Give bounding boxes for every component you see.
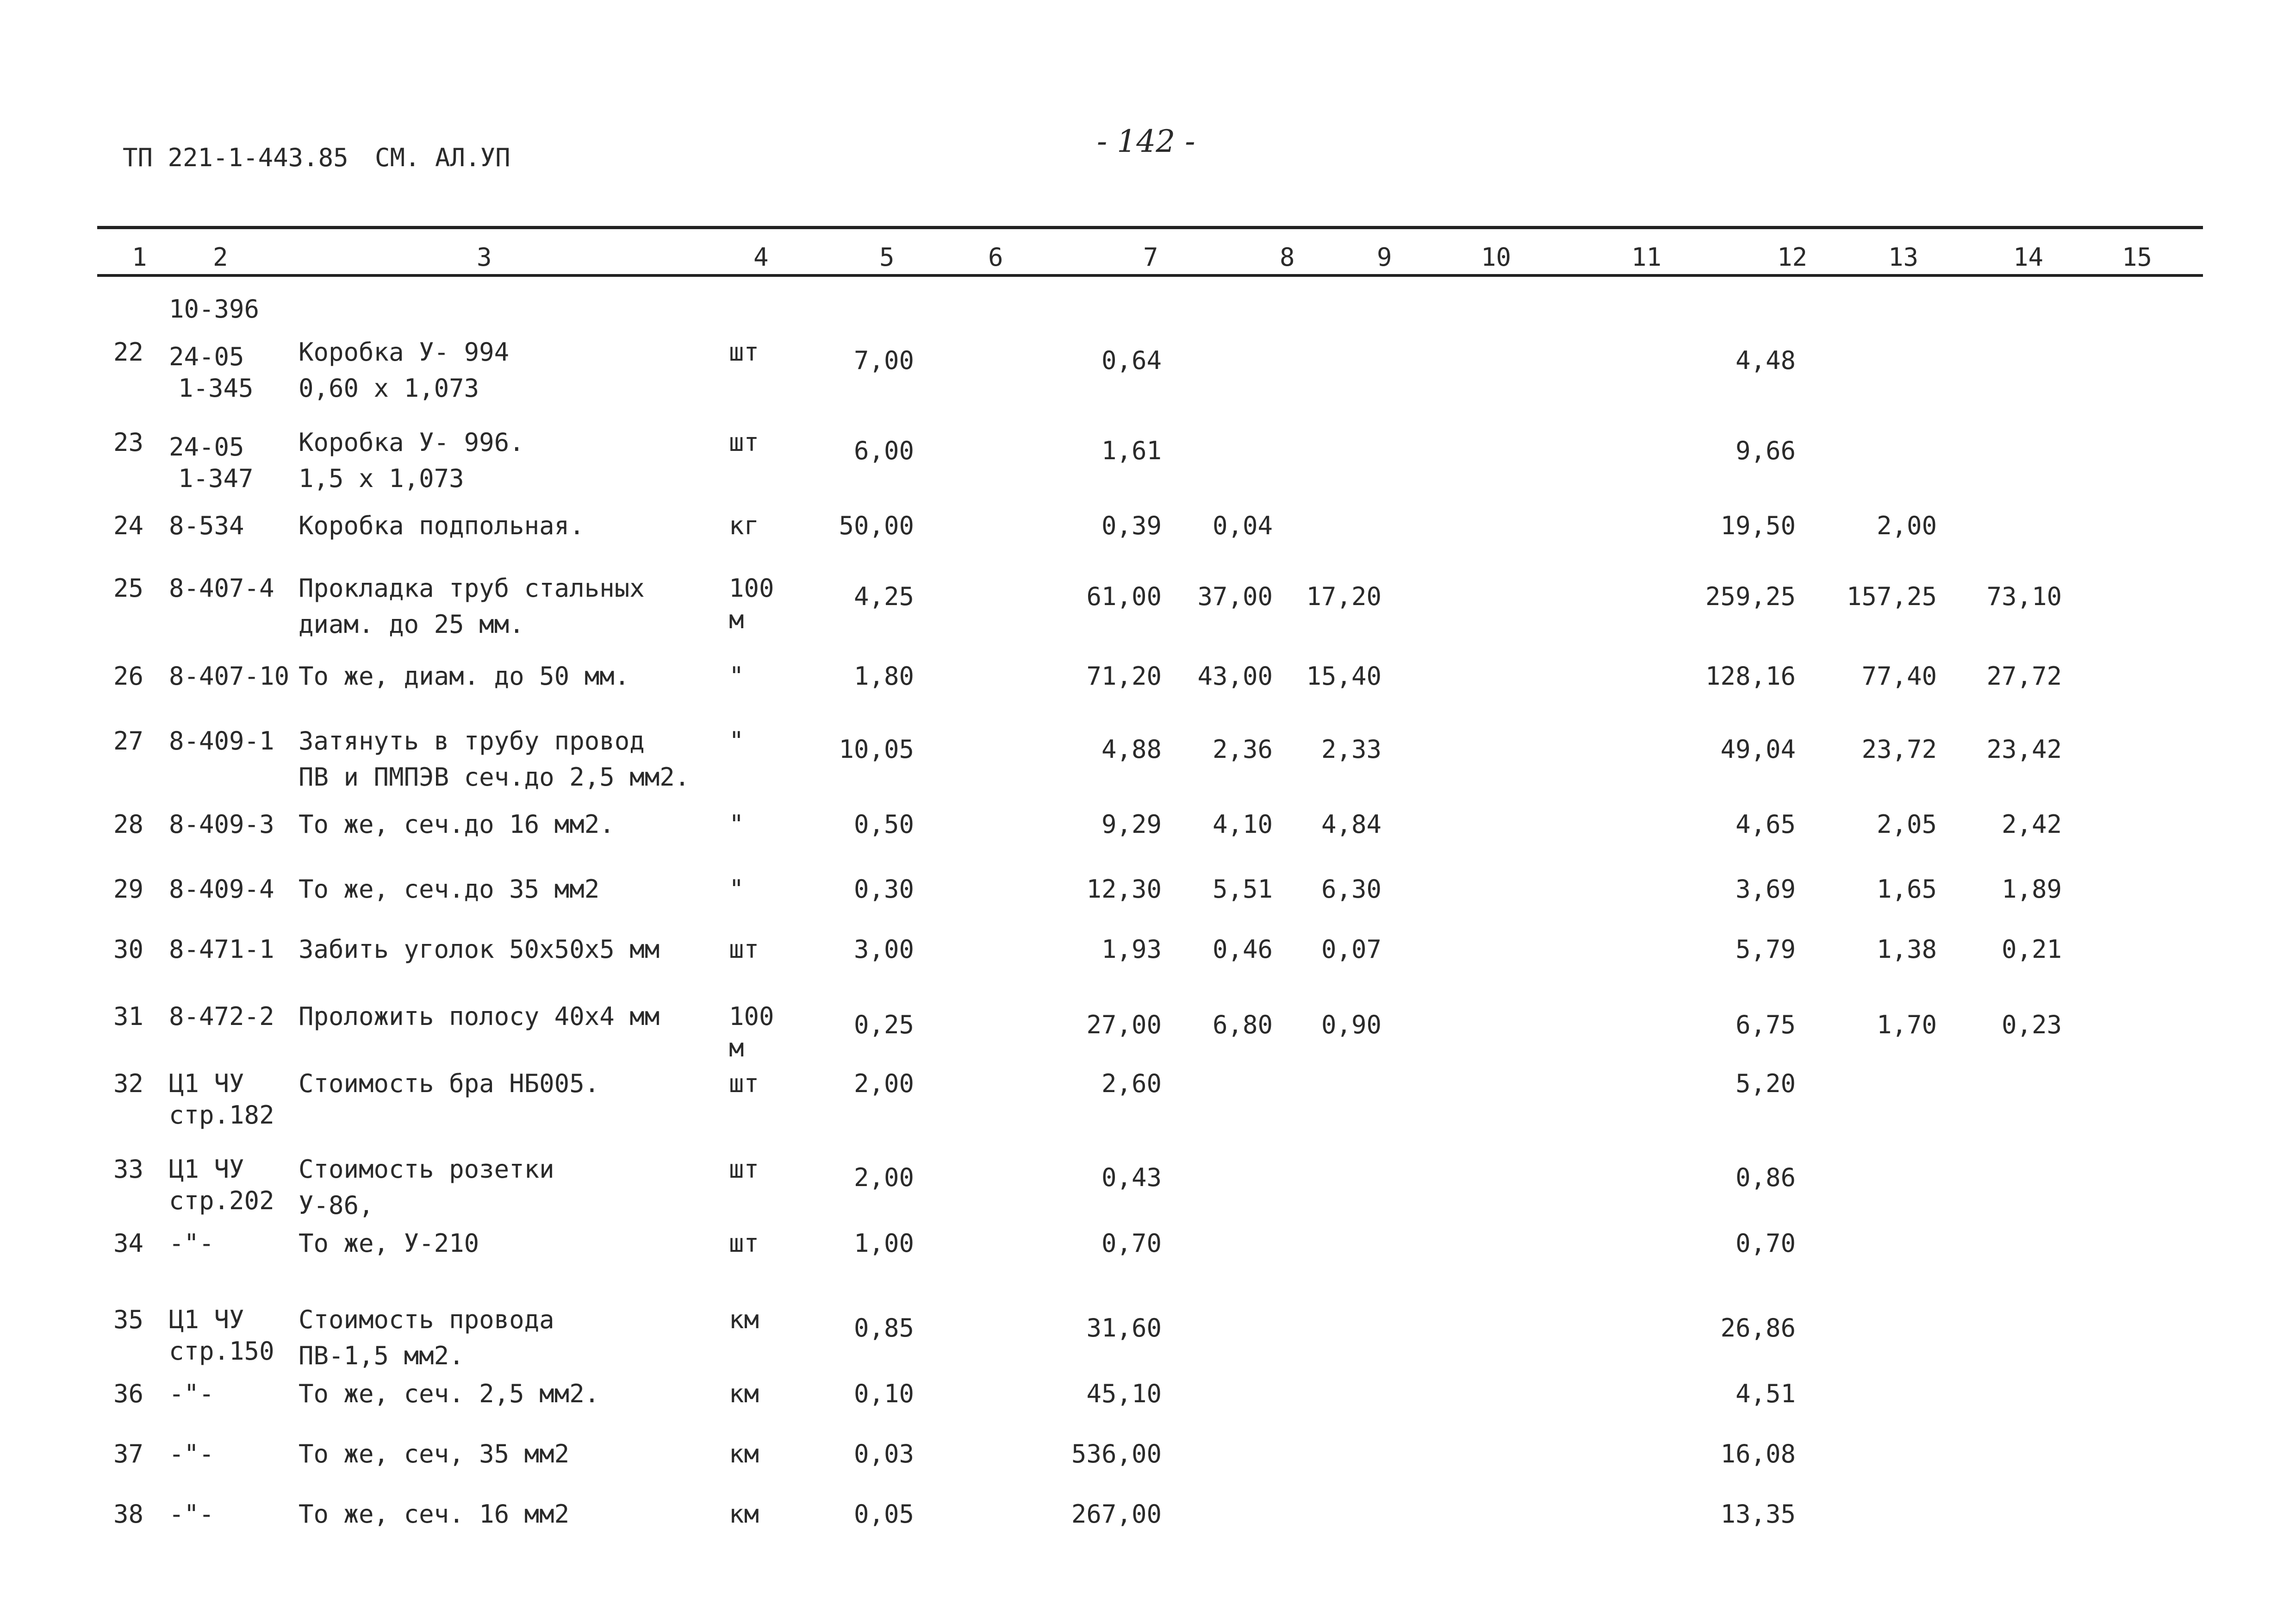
value-col-5: 0,85 (853, 1313, 914, 1343)
norm-code: стр.202 (169, 1186, 274, 1215)
work-description: То же, сеч. 16 мм2 (299, 1499, 570, 1529)
value-col-13: 2,00 (1876, 511, 1937, 540)
value-col-8: 5,51 (1212, 874, 1273, 904)
value-col-5: 0,50 (853, 810, 914, 839)
unit-of-measure: шт (729, 1229, 759, 1258)
value-col-7: 31,60 (1086, 1313, 1162, 1343)
value-col-12: 0,86 (1735, 1163, 1796, 1192)
value-col-7: 12,30 (1086, 874, 1162, 904)
value-col-14: 1,89 (2001, 874, 2062, 904)
unit-of-measure: шт (729, 1155, 759, 1184)
value-col-13: 1,65 (1876, 874, 1937, 904)
work-description: То же, сеч. 2,5 мм2. (299, 1379, 600, 1408)
work-description: ПВ-1,5 мм2. (299, 1341, 464, 1370)
value-col-8: 4,10 (1212, 810, 1273, 839)
value-col-7: 1,61 (1101, 436, 1162, 465)
value-col-12: 19,50 (1720, 511, 1796, 540)
value-col-5: 0,05 (853, 1499, 914, 1529)
work-description: Прокладка труб стальных (299, 574, 645, 603)
value-col-12: 4,51 (1735, 1379, 1796, 1408)
value-col-5: 3,00 (853, 935, 914, 964)
column-number-4: 4 (753, 243, 769, 272)
column-number-13: 13 (1888, 243, 1919, 272)
value-col-7: 1,93 (1101, 935, 1162, 964)
value-col-5: 0,30 (853, 874, 914, 904)
norm-code: 8-409-1 (169, 726, 274, 756)
value-col-13: 1,38 (1876, 935, 1937, 964)
value-col-5: 1,80 (853, 662, 914, 691)
value-col-12: 259,25 (1705, 582, 1796, 611)
value-col-9: 6,30 (1321, 874, 1381, 904)
row-number: 22 (113, 337, 144, 367)
value-col-12: 128,16 (1705, 662, 1796, 691)
work-description: 1,5 х 1,073 (299, 464, 464, 493)
value-col-12: 13,35 (1720, 1499, 1796, 1529)
value-col-14: 73,10 (1986, 582, 2062, 611)
work-description: Коробка У- 994 (299, 337, 510, 367)
unit-of-measure: шт (729, 1069, 759, 1098)
unit-of-measure: " (729, 810, 744, 839)
column-number-6: 6 (988, 243, 1003, 272)
value-col-7: 2,60 (1101, 1069, 1162, 1098)
unit-of-measure: км (729, 1499, 759, 1529)
top-code-continuation: 10-396 (169, 294, 260, 324)
row-number: 32 (113, 1069, 144, 1098)
work-description: То же, сеч, 35 мм2 (299, 1439, 570, 1468)
work-description: Затянуть в трубу провод (299, 726, 645, 756)
column-number-1: 1 (132, 243, 147, 272)
value-col-14: 2,42 (2001, 810, 2062, 839)
norm-code: 8-407-10 (169, 662, 290, 691)
value-col-14: 0,23 (2001, 1010, 2062, 1039)
value-col-7: 0,64 (1101, 346, 1162, 375)
unit-of-measure: км (729, 1305, 759, 1334)
value-col-5: 2,00 (853, 1163, 914, 1192)
value-col-5: 0,10 (853, 1379, 914, 1408)
value-col-5: 50,00 (839, 511, 914, 540)
value-col-7: 536,00 (1071, 1439, 1162, 1468)
value-col-9: 0,90 (1321, 1010, 1381, 1039)
value-col-5: 6,00 (853, 436, 914, 465)
value-col-8: 6,80 (1212, 1010, 1273, 1039)
row-number: 25 (113, 574, 144, 603)
norm-code: 8-534 (169, 511, 244, 540)
row-number: 29 (113, 874, 144, 904)
value-col-13: 23,72 (1861, 735, 1937, 764)
norm-code: -"- (169, 1499, 214, 1529)
column-number-10: 10 (1481, 243, 1512, 272)
value-col-8: 0,46 (1212, 935, 1273, 964)
value-col-5: 10,05 (839, 735, 914, 764)
value-col-12: 5,79 (1735, 935, 1796, 964)
value-col-7: 0,43 (1101, 1163, 1162, 1192)
value-col-7: 45,10 (1086, 1379, 1162, 1408)
unit-of-measure: шт (729, 935, 759, 964)
unit-of-measure: м (729, 1033, 744, 1062)
work-description: Проложить полосу 40х4 мм (299, 1002, 660, 1031)
norm-code: 8-471-1 (169, 935, 274, 964)
norm-code: 8-409-4 (169, 874, 274, 904)
unit-of-measure: шт (729, 428, 759, 457)
column-number-2: 2 (213, 243, 228, 272)
value-col-12: 26,86 (1720, 1313, 1796, 1343)
value-col-7: 27,00 (1086, 1010, 1162, 1039)
row-number: 26 (113, 662, 144, 691)
unit-of-measure: 100 (729, 1002, 774, 1031)
value-col-9: 17,20 (1306, 582, 1381, 611)
value-col-8: 0,04 (1212, 511, 1273, 540)
column-number-7: 7 (1143, 243, 1158, 272)
value-col-12: 16,08 (1720, 1439, 1796, 1468)
value-col-12: 5,20 (1735, 1069, 1796, 1098)
page-number: - 142 - (1097, 124, 1195, 159)
unit-of-measure: кг (729, 511, 759, 540)
value-col-13: 77,40 (1861, 662, 1937, 691)
column-number-9: 9 (1377, 243, 1392, 272)
row-number: 36 (113, 1379, 144, 1408)
value-col-12: 0,70 (1735, 1229, 1796, 1258)
row-number: 31 (113, 1002, 144, 1031)
value-col-9: 2,33 (1321, 735, 1381, 764)
unit-of-measure: м (729, 605, 744, 634)
norm-code: 8-472-2 (169, 1002, 274, 1031)
unit-of-measure: " (729, 726, 744, 756)
norm-code: стр.150 (169, 1337, 274, 1366)
work-description: ПВ и ПМПЭВ сеч.до 2,5 мм2. (299, 762, 690, 792)
value-col-7: 267,00 (1071, 1499, 1162, 1529)
value-col-12: 3,69 (1735, 874, 1796, 904)
unit-of-measure: км (729, 1439, 759, 1468)
norm-code: 8-409-3 (169, 810, 274, 839)
work-description: Коробка подпольная. (299, 511, 585, 540)
unit-of-measure: " (729, 874, 744, 904)
row-number: 27 (113, 726, 144, 756)
norm-code: 1-347 (178, 464, 254, 493)
column-number-11: 11 (1631, 243, 1662, 272)
work-description: Стоимость бра НБ005. (299, 1069, 600, 1098)
row-number: 34 (113, 1229, 144, 1258)
norm-code: Ц1 ЧУ (169, 1069, 244, 1098)
unit-of-measure: шт (729, 337, 759, 367)
value-col-5: 1,00 (853, 1229, 914, 1258)
work-description: То же, сеч.до 35 мм2 (299, 874, 600, 904)
value-col-12: 9,66 (1735, 436, 1796, 465)
value-col-12: 4,48 (1735, 346, 1796, 375)
column-number-14: 14 (2013, 243, 2044, 272)
value-col-14: 23,42 (1986, 735, 2062, 764)
norm-code: Ц1 ЧУ (169, 1305, 244, 1334)
norm-code: стр.182 (169, 1100, 274, 1130)
value-col-12: 49,04 (1720, 735, 1796, 764)
unit-of-measure: 100 (729, 574, 774, 603)
work-description: Стоимость провода (299, 1305, 554, 1334)
norm-code: -"- (169, 1229, 214, 1258)
value-col-12: 6,75 (1735, 1010, 1796, 1039)
row-number: 33 (113, 1155, 144, 1184)
value-col-5: 2,00 (853, 1069, 914, 1098)
value-col-8: 37,00 (1197, 582, 1273, 611)
table-top-rule (97, 226, 2203, 229)
norm-code: 1-345 (178, 374, 254, 403)
value-col-7: 4,88 (1101, 735, 1162, 764)
norm-code: -"- (169, 1439, 214, 1468)
row-number: 23 (113, 428, 144, 457)
value-col-7: 9,29 (1101, 810, 1162, 839)
row-number: 37 (113, 1439, 144, 1468)
album-reference: СМ. АЛ.УП (375, 143, 510, 172)
value-col-7: 0,70 (1101, 1229, 1162, 1258)
work-description: У-86, (299, 1191, 374, 1220)
value-col-5: 4,25 (853, 582, 914, 611)
work-description: Стоимость розетки (299, 1155, 554, 1184)
row-number: 24 (113, 511, 144, 540)
value-col-9: 15,40 (1306, 662, 1381, 691)
value-col-14: 27,72 (1986, 662, 2062, 691)
norm-code: 24-05 (169, 432, 244, 462)
column-number-12: 12 (1777, 243, 1808, 272)
norm-code: -"- (169, 1379, 214, 1408)
value-col-8: 43,00 (1197, 662, 1273, 691)
value-col-13: 2,05 (1876, 810, 1937, 839)
row-number: 30 (113, 935, 144, 964)
value-col-9: 0,07 (1321, 935, 1381, 964)
value-col-5: 0,03 (853, 1439, 914, 1468)
unit-of-measure: км (729, 1379, 759, 1408)
work-description: диам. до 25 мм. (299, 610, 524, 639)
work-description: То же, сеч.до 16 мм2. (299, 810, 615, 839)
unit-of-measure: " (729, 662, 744, 691)
work-description: То же, диам. до 50 мм. (299, 662, 630, 691)
row-number: 38 (113, 1499, 144, 1529)
work-description: 0,60 х 1,073 (299, 374, 479, 403)
value-col-7: 0,39 (1101, 511, 1162, 540)
value-col-13: 157,25 (1846, 582, 1937, 611)
column-number-5: 5 (879, 243, 895, 272)
row-number: 28 (113, 810, 144, 839)
norm-code: Ц1 ЧУ (169, 1155, 244, 1184)
column-number-3: 3 (477, 243, 492, 272)
row-number: 35 (113, 1305, 144, 1334)
value-col-14: 0,21 (2001, 935, 2062, 964)
value-col-5: 7,00 (853, 346, 914, 375)
column-number-8: 8 (1280, 243, 1295, 272)
value-col-7: 71,20 (1086, 662, 1162, 691)
work-description: Забить уголок 50х50х5 мм (299, 935, 660, 964)
value-col-8: 2,36 (1212, 735, 1273, 764)
value-col-13: 1,70 (1876, 1010, 1937, 1039)
column-number-15: 15 (2122, 243, 2153, 272)
document-code: ТП 221-1-443.85 (123, 143, 348, 172)
work-description: Коробка У- 996. (299, 428, 524, 457)
value-col-7: 61,00 (1086, 582, 1162, 611)
work-description: То же, У-210 (299, 1229, 479, 1258)
norm-code: 8-407-4 (169, 574, 274, 603)
value-col-5: 0,25 (853, 1010, 914, 1039)
value-col-12: 4,65 (1735, 810, 1796, 839)
table-header-rule (97, 274, 2203, 277)
value-col-9: 4,84 (1321, 810, 1381, 839)
norm-code: 24-05 (169, 342, 244, 371)
